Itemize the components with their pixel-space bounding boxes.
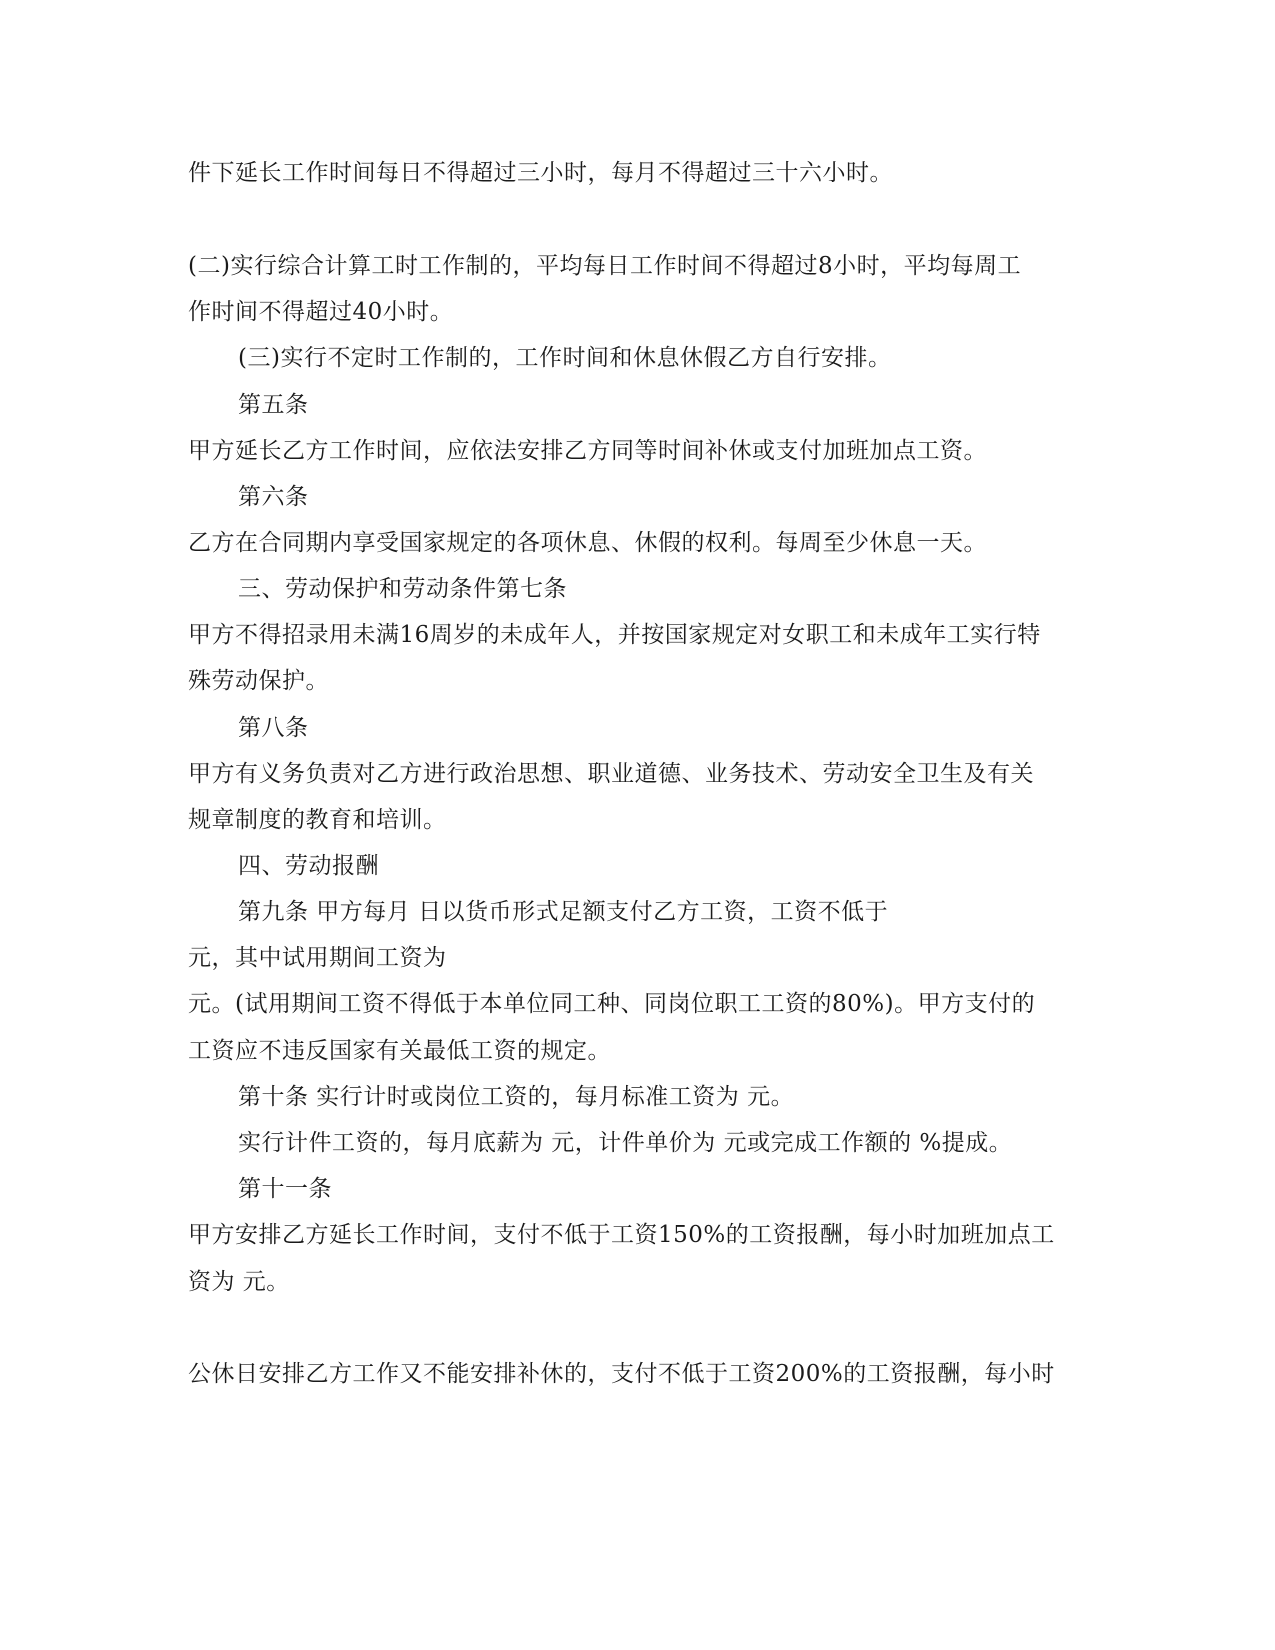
section-heading: 三、劳动保护和劳动条件第七条 [238, 576, 567, 602]
paragraph-line: 件下延长工作时间每日不得超过三小时，每月不得超过三十六小时。 [188, 160, 893, 186]
paragraph-line: 甲方不得招录用未满16周岁的未成年人，并按国家规定对女职工和未成年工实行特 [188, 622, 1041, 648]
paragraph-line: 实行计件工资的，每月底薪为 元，计件单价为 元或完成工作额的 %提成。 [238, 1130, 1013, 1156]
article-heading: 第六条 [238, 484, 309, 510]
paragraph-line: 资为 元。 [188, 1269, 290, 1295]
paragraph-line: 甲方安排乙方延长工作时间，支付不低于工资150%的工资报酬，每小时加班加点工 [188, 1222, 1055, 1248]
paragraph-line: 甲方延长乙方工作时间，应依法安排乙方同等时间补休或支付加班加点工资。 [188, 438, 987, 464]
paragraph-line: 公休日安排乙方工作又不能安排补休的，支付不低于工资200%的工资报酬，每小时 [188, 1361, 1055, 1387]
section-heading: 四、劳动报酬 [238, 853, 379, 879]
paragraph-line: 元，其中试用期间工资为 [188, 945, 447, 971]
paragraph-line: 作时间不得超过40小时。 [188, 299, 454, 325]
paragraph-line: 甲方有义务负责对乙方进行政治思想、职业道德、业务技术、劳动安全卫生及有关 [188, 761, 1034, 787]
paragraph-line: 乙方在合同期内享受国家规定的各项休息、休假的权利。每周至少休息一天。 [188, 530, 987, 556]
article-heading: 第十一条 [238, 1176, 332, 1202]
paragraph-line: 工资应不违反国家有关最低工资的规定。 [188, 1038, 611, 1064]
article-heading: 第八条 [238, 715, 309, 741]
paragraph-line: 元。(试用期间工资不得低于本单位同工种、同岗位职工工资的80%)。甲方支付的 [188, 991, 1036, 1017]
paragraph-line: 第九条 甲方每月 日以货币形式足额支付乙方工资，工资不低于 [238, 899, 889, 925]
paragraph-line: 规章制度的教育和培训。 [188, 807, 447, 833]
paragraph-line: 殊劳动保护。 [188, 668, 329, 694]
paragraph-line: (二)实行综合计算工时工作制的，平均每日工作时间不得超过8小时，平均每周工 [188, 253, 1022, 279]
paragraph-line: (三)实行不定时工作制的，工作时间和休息休假乙方自行安排。 [238, 345, 892, 371]
article-heading: 第五条 [238, 392, 309, 418]
paragraph-line: 第十条 实行计时或岗位工资的，每月标准工资为 元。 [238, 1084, 795, 1110]
